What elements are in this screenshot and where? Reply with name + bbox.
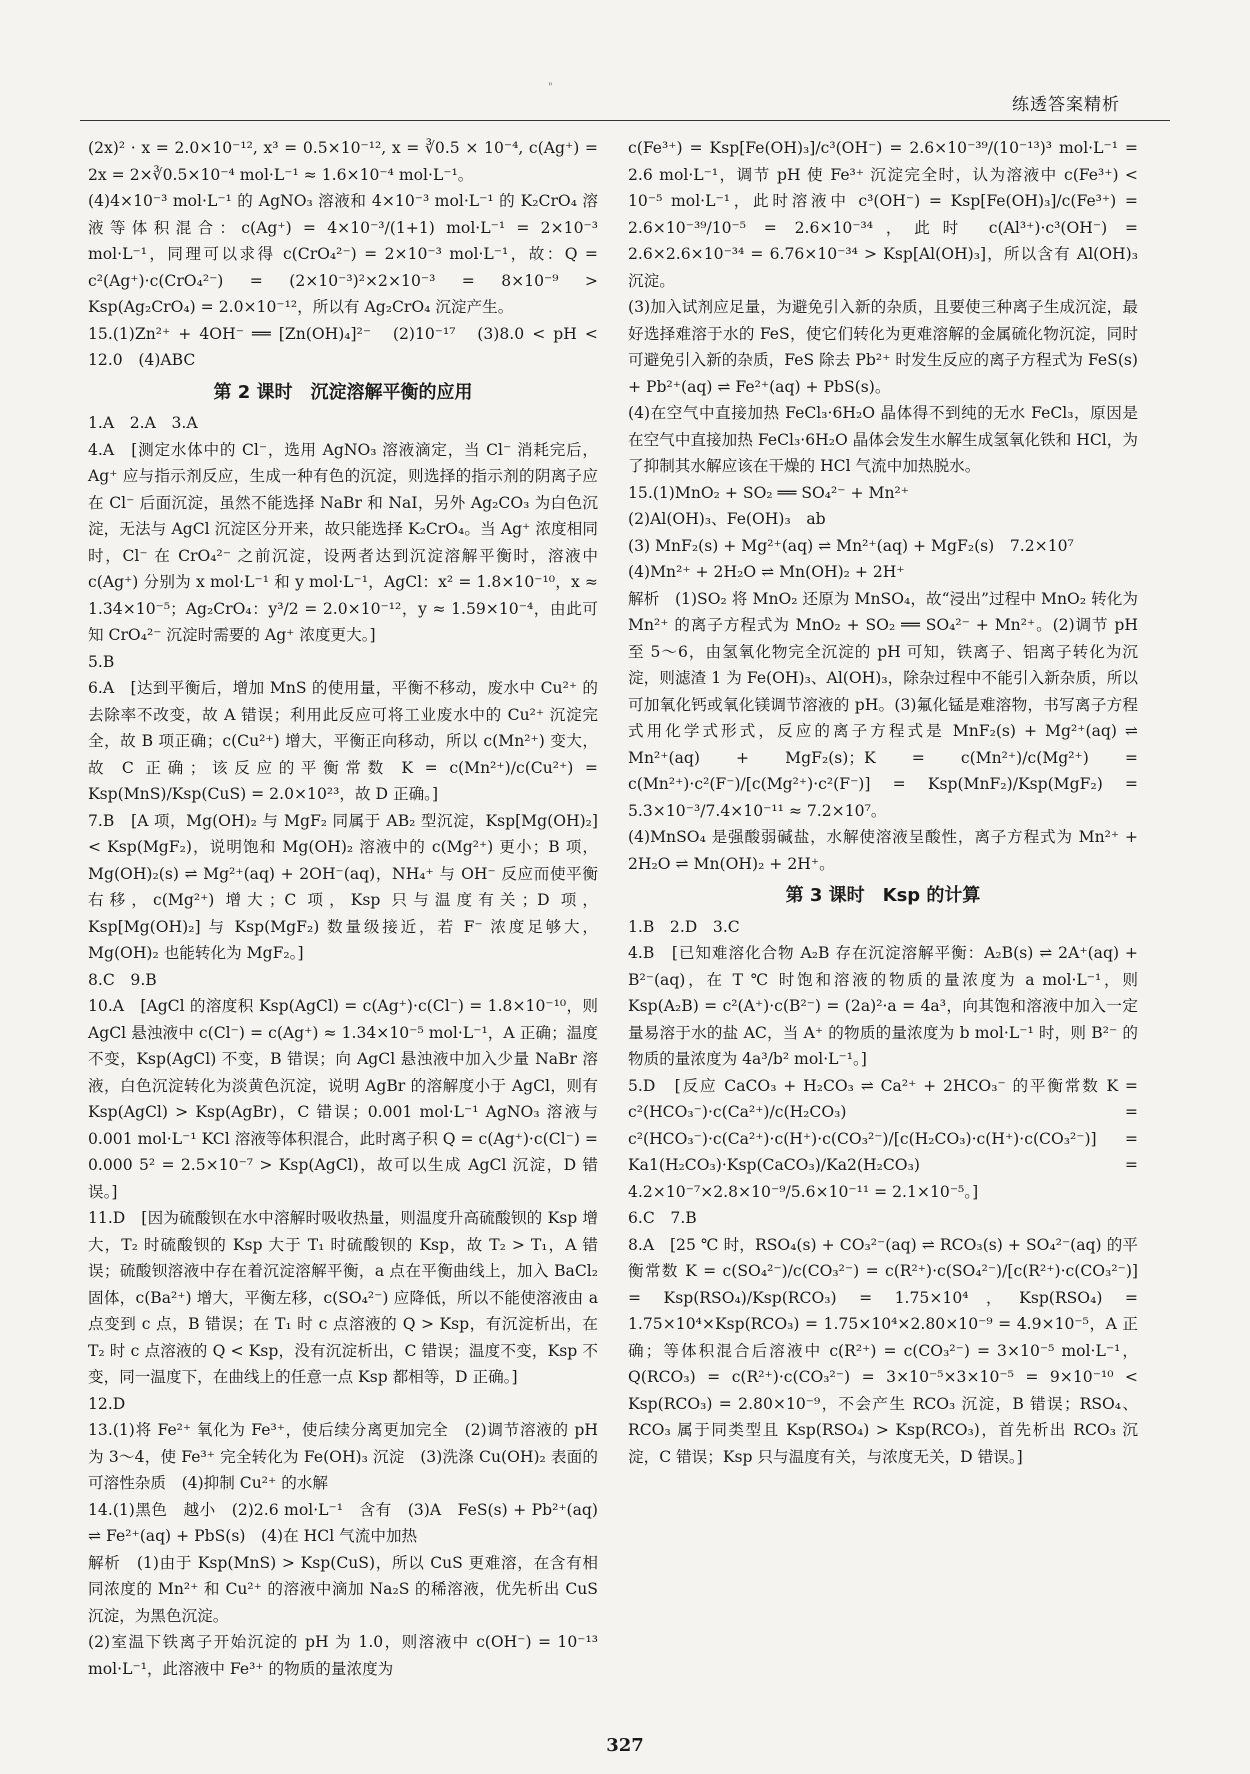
answer-paragraph: 14.(1)黑色 越小 (2)2.6 mol·L⁻¹ 含有 (3)A FeS(s) + Pb²⁺(aq) ⇌ Fe²⁺(aq) + PbS(s) (4)在 HCl 气流中加热 bbox=[88, 1500, 598, 1545]
answer-paragraph: 6.A [达到平衡后，增加 MnS 的使用量，平衡不移动，废水中 Cu²⁺ 的去除率不改变，故 A 错误；利用此反应可将工业废水中的 Cu²⁺ 沉淀完全，故 B 项正确；c(Cu²⁺) 增大，平衡正向移动，所以 c(Mn²⁺) 变大，故 C 正确；该反应的平衡常数 K = c(Mn²⁺)/c(Cu²⁺) = Ksp(MnS)/Ksp(CuS) = 2.0×10²³，故 D 正确。] bbox=[88, 679, 598, 803]
answer-paragraph: 8.A [25 ℃ 时，RSO₄(s) + CO₃²⁻(aq) ⇌ RCO₃(s) + SO₄²⁻(aq) 的平衡常数 K = c(SO₄²⁻)/c(CO₃²⁻) = c(R²⁺)·c(SO₄²⁻)/[c(R²⁺)·c(CO₃²⁻)] = Ksp(RSO₄)/Ksp(RCO₃) = 1.75×10⁴，Ksp(RSO₄) = 1.75×10⁴×Ksp(RCO₃) = 1.75×10⁴×2.80×10⁻⁹ = 4.9×10⁻⁵，A 正确；等体积混合后溶液中 c(R²⁺) = c(CO₃²⁻) = 3×10⁻⁵ mol·L⁻¹，Q(RCO₃) = c(R²⁺)·c(CO₃²⁻) = 3×10⁻⁵×3×10⁻⁵ = 9×10⁻¹⁰ < Ksp(RCO₃) = 2.80×10⁻⁹，不会产生 RCO₃ 沉淀，B 错误；RSO₄、RCO₃ 属于同类型且 Ksp(RSO₄) > Ksp(RCO₃)，首先析出 RCO₃ 沉淀，C 错误；Ksp 只与温度有关，与浓度无关，D 错误。] bbox=[628, 1235, 1138, 1466]
section-title: 第 2 课时 沉淀溶解平衡的应用 bbox=[213, 381, 473, 403]
answer-paragraph: (4)在空气中直接加热 FeCl₃·6H₂O 晶体得不到纯的无水 FeCl₃，原因是在空气中直接加热 FeCl₃·6H₂O 晶体会发生水解生成氢氧化铁和 HCl，为了抑制其水解应该在干燥的 HCl 气流中加热脱水。 bbox=[628, 404, 1138, 475]
answer-paragraph: 1.B 2.D 3.C bbox=[628, 917, 740, 936]
answer-paragraph: c(Fe³⁺) = Ksp[Fe(OH)₃]/c³(OH⁻) = 2.6×10⁻³⁹/(10⁻¹³)³ mol·L⁻¹ = 2.6 mol·L⁻¹，调节 pH 使 Fe³⁺ 沉淀完全时，认为溶液中 c(Fe³⁺) < 10⁻⁵ mol·L⁻¹，此时溶液中 c³(OH⁻) = Ksp[Fe(OH)₃]/c(Fe³⁺) = 2.6×10⁻³⁹/10⁻⁵ = 2.6×10⁻³⁴，此时 c(Al³⁺)·c³(OH⁻) = 2.6×2.6×10⁻³⁴ = 6.76×10⁻³⁴ > Ksp[Al(OH)₃]，所以含有 Al(OH)₃ 沉淀。 bbox=[628, 139, 1138, 290]
answer-paragraph: (4)4×10⁻³ mol·L⁻¹ 的 AgNO₃ 溶液和 4×10⁻³ mol·L⁻¹ 的 K₂CrO₄ 溶液等体积混合：c(Ag⁺) = 4×10⁻³/(1+1) mol·L⁻¹ = 2×10⁻³ mol·L⁻¹，同理可以求得 c(CrO₄²⁻) = 2×10⁻³ mol·L⁻¹，故：Q = c²(Ag⁺)·c(CrO₄²⁻) = (2×10⁻³)²×2×10⁻³ = 8×10⁻⁹ > Ksp(Ag₂CrO₄) = 2.0×10⁻¹²，所以有 Ag₂CrO₄ 沉淀产生。 bbox=[88, 192, 598, 316]
answer-paragraph: 10.A [AgCl 的溶度积 Ksp(AgCl) = c(Ag⁺)·c(Cl⁻) = 1.8×10⁻¹⁰，则 AgCl 悬浊液中 c(Cl⁻) = c(Ag⁺) ≈ 1.34×10⁻⁵ mol·L⁻¹，A 正确；温度不变，Ksp(AgCl) 不变，B 错误；向 AgCl 悬浊液中加入少量 NaBr 溶液，白色沉淀转化为淡黄色沉淀，说明 AgBr 的溶解度小于 AgCl，则有 Ksp(AgCl) > Ksp(AgBr)，C 错误；0.001 mol·L⁻¹ AgNO₃ 溶液与 0.001 mol·L⁻¹ KCl 溶液等体积混合，此时离子积 Q = c(Ag⁺)·c(Cl⁻) = 0.000 5² = 2.5×10⁻⁷ > Ksp(AgCl)，故可以生成 AgCl 沉淀，D 错误。] bbox=[88, 997, 598, 1201]
answer-paragraph: (2x)² · x = 2.0×10⁻¹², x³ = 0.5×10⁻¹², x = ∛0.5 × 10⁻⁴, c(Ag⁺) = 2x = 2×∛0.5×10⁻⁴ mol·L⁻¹ ≈ 1.6×10⁻⁴ mol·L⁻¹。 bbox=[88, 139, 598, 184]
answer-paragraph: (4)Mn²⁺ + 2H₂O ⇌ Mn(OH)₂ + 2H⁺ bbox=[628, 563, 905, 581]
answer-paragraph: 1.A 2.A 3.A bbox=[88, 414, 198, 432]
answer-paragraph: (3) MnF₂(s) + Mg²⁺(aq) ⇌ Mn²⁺(aq) + MgF₂(s) 7.2×10⁷ bbox=[628, 536, 1074, 555]
header-mark: " bbox=[548, 82, 553, 93]
answer-paragraph: 8.C 9.B bbox=[88, 970, 157, 989]
answer-paragraph: 6.C 7.B bbox=[628, 1209, 697, 1227]
answer-paragraph: (2)Al(OH)₃、Fe(OH)₃ ab bbox=[628, 510, 826, 528]
answer-paragraph: 解析 (1)SO₂ 将 MnO₂ 还原为 MnSO₄，故“浸出”过程中 MnO₂ 转化为 Mn²⁺ 的离子方程式为 MnO₂ + SO₂ ══ SO₄²⁻ + Mn²⁺。(2)调节 pH 至 5～6，由氢氧化物完全沉淀的 pH 可知，铁离子、铝离子转化为沉淀，则滤渣 1 为 Fe(OH)₃、Al(OH)₃，除杂过程中不能引入新杂质，所以可加氧化钙或氧化镁调节溶液的 pH。(3)氟化锰是难溶物，书写离子方程式用化学式形式，反应的离子方程式是 MnF₂(s) + Mg²⁺(aq) ⇌ Mn²⁺(aq) + MgF₂(s)；K = c(Mn²⁺)/c(Mg²⁺) = c(Mn²⁺)·c²(F⁻)/[c(Mg²⁺)·c²(F⁻)] = Ksp(MnF₂)/Ksp(MgF₂) = 5.3×10⁻³/7.4×10⁻¹¹ ≈ 7.2×10⁷。 bbox=[628, 589, 1138, 820]
answer-paragraph: 15.(1)Zn²⁺ + 4OH⁻ ══ [Zn(OH)₄]²⁻ (2)10⁻¹⁷ (3)8.0 < pH < 12.0 (4)ABC bbox=[88, 324, 598, 369]
answer-paragraph: (3)加入试剂应足量，为避免引入新的杂质，且要使三种离子生成沉淀，最好选择难溶于水的 FeS，使它们转化为更难溶解的金属硫化物沉淀，同时可避免引入新的杂质，FeS 除去 Pb²⁺ 时发生反应的离子方程式为 FeS(s) + Pb²⁺(aq) ⇌ Fe²⁺(aq) + PbS(s)。 bbox=[628, 298, 1138, 396]
answer-paragraph: 4.A [测定水体中的 Cl⁻，选用 AgNO₃ 溶液滴定，当 Cl⁻ 消耗完后，Ag⁺ 应与指示剂反应，生成一种有色的沉淀，则选择的指示剂的阴离子应在 Cl⁻ 后面沉淀，虽然不能选择 NaBr 和 NaI，另外 Ag₂CO₃ 为白色沉淀，无法与 AgCl 沉淀区分开来，故只能选择 K₂CrO₄。当 Ag⁺ 浓度相同时，Cl⁻ 在 CrO₄²⁻ 之前沉淀，设两者达到沉淀溶解平衡时，溶液中 c(Ag⁺) 分别为 x mol·L⁻¹ 和 y mol·L⁻¹，AgCl：x² = 1.8×10⁻¹⁰，x ≈ 1.34×10⁻⁵；Ag₂CrO₄：y³/2 = 2.0×10⁻¹²，y ≈ 1.59×10⁻⁴，由此可知 CrO₄²⁻ 沉淀时需要的 Ag⁺ 浓度更大。] bbox=[88, 440, 598, 644]
page-header bbox=[0, 0, 1250, 118]
answer-paragraph: 12.D bbox=[88, 1394, 126, 1413]
answer-paragraph: 5.B bbox=[88, 652, 115, 671]
header-title: 练透答案精析 bbox=[1012, 95, 1120, 115]
right-column bbox=[628, 135, 1138, 1470]
answer-paragraph: 5.D [反应 CaCO₃ + H₂CO₃ ⇌ Ca²⁺ + 2HCO₃⁻ 的平衡常数 K = c²(HCO₃⁻)·c(Ca²⁺)/c(H₂CO₃) = c²(HCO₃⁻)·c(Ca²⁺)·c(H⁺)·c(CO₃²⁻)/[c(H₂CO₃)·c(H⁺)·c(CO₃²⁻)] = Ka1(H₂CO₃)·Ksp(CaCO₃)/Ka2(H₂CO₃) = 4.2×10⁻⁷×2.8×10⁻⁹/5.6×10⁻¹¹ = 2.1×10⁻⁵。] bbox=[628, 1076, 1138, 1201]
answer-paragraph: 13.(1)将 Fe²⁺ 氧化为 Fe³⁺，使后续分离更加完全 (2)调节溶液的 pH 为 3～4，使 Fe³⁺ 完全转化为 Fe(OH)₃ 沉淀 (3)洗涤 Cu(OH)₂ 表面的可溶性杂质 (4)抑制 Cu²⁺ 的水解 bbox=[88, 1421, 598, 1492]
answer-paragraph: (4)MnSO₄ 是强酸弱碱盐，水解使溶液呈酸性，离子方程式为 Mn²⁺ + 2H₂O ⇌ Mn(OH)₂ + 2H⁺。 bbox=[628, 828, 1138, 873]
left-column bbox=[88, 135, 598, 1682]
answer-paragraph: 15.(1)MnO₂ + SO₂ ══ SO₄²⁻ + Mn²⁺ bbox=[628, 483, 909, 502]
header-divider bbox=[80, 120, 1170, 121]
answer-paragraph: 4.B [已知难溶化合物 A₂B 存在沉淀溶解平衡：A₂B(s) ⇌ 2A⁺(aq) + B²⁻(aq)，在 T ℃ 时饱和溶液的物质的量浓度为 a mol·L⁻¹，则 Ksp(A₂B) = c²(A⁺)·c(B²⁻) = (2a)²·a = 4a³，向其饱和溶液中加入一定量易溶于水的盐 AC，当 A⁺ 的物质的量浓度为 b mol·L⁻¹ 时，则 B²⁻ 的物质的量浓度为 4a³/b² mol·L⁻¹。] bbox=[628, 944, 1138, 1068]
answer-paragraph: 11.D [因为硫酸钡在水中溶解时吸收热量，则温度升高硫酸钡的 Ksp 增大，T₂ 时硫酸钡的 Ksp 大于 T₁ 时硫酸钡的 Ksp，故 T₂ > T₁，A 错误；硫酸钡溶液中存在着沉淀溶解平衡，a 点在平衡曲线上，加入 BaCl₂ 固体，c(Ba²⁺) 增大，平衡左移，c(SO₄²⁻) 应降低，所以不能使溶液由 a 点变到 c 点，B 错误；在 T₁ 时 c 点溶液的 Q > Ksp，有沉淀析出，在 T₂ 时 c 点溶液的 Q < Ksp，没有沉淀析出，C 错误；温度不变，Ksp 不变，同一温度下，在曲线上的任意一点 Ksp 都相等，D 正确。] bbox=[88, 1209, 598, 1386]
page-number: 327 bbox=[606, 1735, 644, 1756]
answer-paragraph: (2)室温下铁离子开始沉淀的 pH 为 1.0，则溶液中 c(OH⁻) = 10⁻¹³ mol·L⁻¹，此溶液中 Fe³⁺ 的物质的量浓度为 bbox=[88, 1633, 598, 1678]
answer-paragraph: 解析 (1)由于 Ksp(MnS) > Ksp(CuS)，所以 CuS 更难溶，在含有相同浓度的 Mn²⁺ 和 Cu²⁺ 的溶液中滴加 Na₂S 的稀溶液，优先析出 CuS 沉淀，为黑色沉淀。 bbox=[88, 1553, 598, 1625]
section-title: 第 3 课时 Ksp 的计算 bbox=[785, 885, 981, 906]
answer-paragraph: 7.B [A 项，Mg(OH)₂ 与 MgF₂ 同属于 AB₂ 型沉淀，Ksp[Mg(OH)₂] < Ksp(MgF₂)，说明饱和 Mg(OH)₂ 溶液中的 c(Mg²⁺) 更小；B 项，Mg(OH)₂(s) ⇌ Mg²⁺(aq) + 2OH⁻(aq)，NH₄⁺ 与 OH⁻ 反应而使平衡右移，c(Mg²⁺) 增大；C 项，Ksp 只与温度有关；D 项，Ksp[Mg(OH)₂] 与 Ksp(MgF₂) 数量级接近，若 F⁻ 浓度足够大，Mg(OH)₂ 也能转化为 MgF₂。] bbox=[88, 811, 598, 962]
